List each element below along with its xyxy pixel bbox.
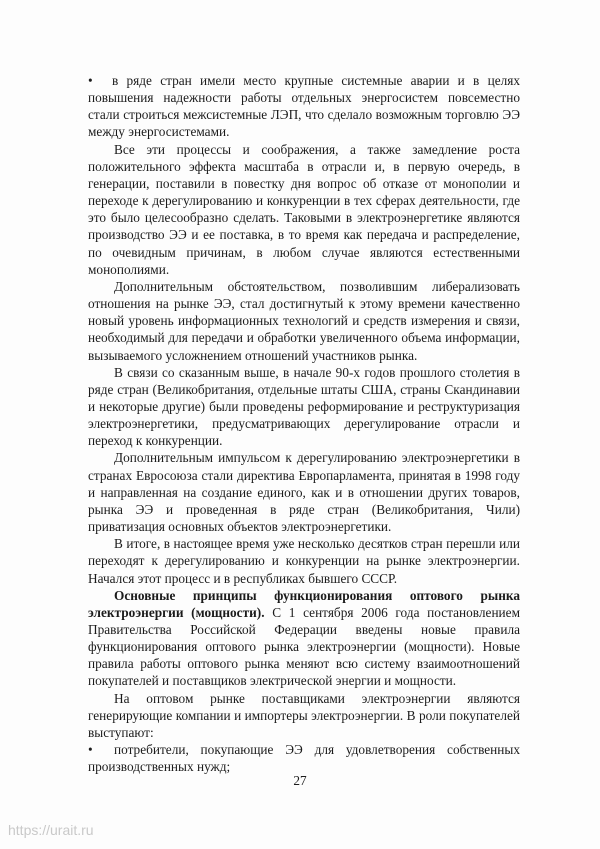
paragraph: Дополнительным обстоятельством, позволившим либерализовать отношения на рынке ЭЭ, стал достигнутый к этому времени качественно новый уровень информационных технологий и средств измерения и связи, необходимый для передачи и обработки увеличенного объема информации, вызываемого усложнением отношений участников рынка.: [88, 278, 520, 363]
bullet-item: [88, 72, 520, 141]
paragraph: Дополнительным импульсом к дерегулированию электроэнергетики в странах Евросоюза стали директива Европарламента, принятая в 1998 году и направленная на создание единого, как и в отношении других товаров, рынка ЭЭ и проведенная в ряде стран (Великобритания, Чили) приватизация основных объектов электроэнергетики.: [88, 450, 520, 535]
paragraph: На оптовом рынке поставщиками электроэнергии являются генерирующие компании и импортеры электроэнергии. В роли покупателей выступают:: [88, 690, 520, 740]
paragraph-text: С 1 сентября 2006 года постановлением Правительства Российской Федерации введены новые правила функционирования оптового рынка электроэнергии (мощности). Новые правила работы оптового рынка меняют всю систему взаимоотношений покупателей и поставщиков электрической энергии и мощности.: [88, 604, 520, 689]
bullet-icon: •: [88, 742, 93, 758]
body-text: [88, 72, 520, 775]
paragraph: В связи со сказанным выше, в начале 90-х годов прошлого столетия в ряде стран (Великобритания, отдельные штаты США, страны Скандинавии и некоторые другие) были проведены реформирование и реструктуризация электроэнергетики, предусматривающих дерегулирование отрасли и переход к конкуренции.: [88, 364, 520, 449]
watermark-url[interactable]: https://urait.ru: [8, 822, 94, 838]
bullet-text: в ряде стран имели место крупные системные аварии и в целях повышения надежности работы отдельных энергосистем повсеместно стали строиться межсистемные ЛЭП, что сделало возможным торговлю ЭЭ между энергосистемами.: [88, 73, 520, 140]
paragraph: [88, 587, 520, 690]
section-heading: Основные принципы функционирования оптового рынка электроэнергии (мощности).: [88, 587, 520, 620]
page-number: 27: [293, 773, 307, 788]
bullet-icon: •: [88, 73, 93, 88]
paragraph: Все эти процессы и соображения, а также замедление роста положительного эффекта масштаба в отрасли и, в первую очередь, в генерации, поставили в повестку дня вопрос об отказе от монополии и переходе к дерегулированию и конкуренции в тех сферах деятельности, где это было целесообразно сделать. Таковыми в электроэнергетике являются производство ЭЭ и ее поставка, в то время как передача и распределение, по очевидным причинам, в любом случае являются естественными монополиями.: [88, 141, 520, 277]
bullet-text: потребители, покупающие ЭЭ для удовлетворения собственных производственных нужд;: [88, 742, 520, 775]
bullet-item: [88, 741, 520, 775]
paragraph: В итоге, в настоящее время уже несколько десятков стран перешли или переходят к дерегулированию и конкуренции на рынке электроэнергии. Начался этот процесс и в республиках бывшего СССР.: [88, 536, 520, 586]
